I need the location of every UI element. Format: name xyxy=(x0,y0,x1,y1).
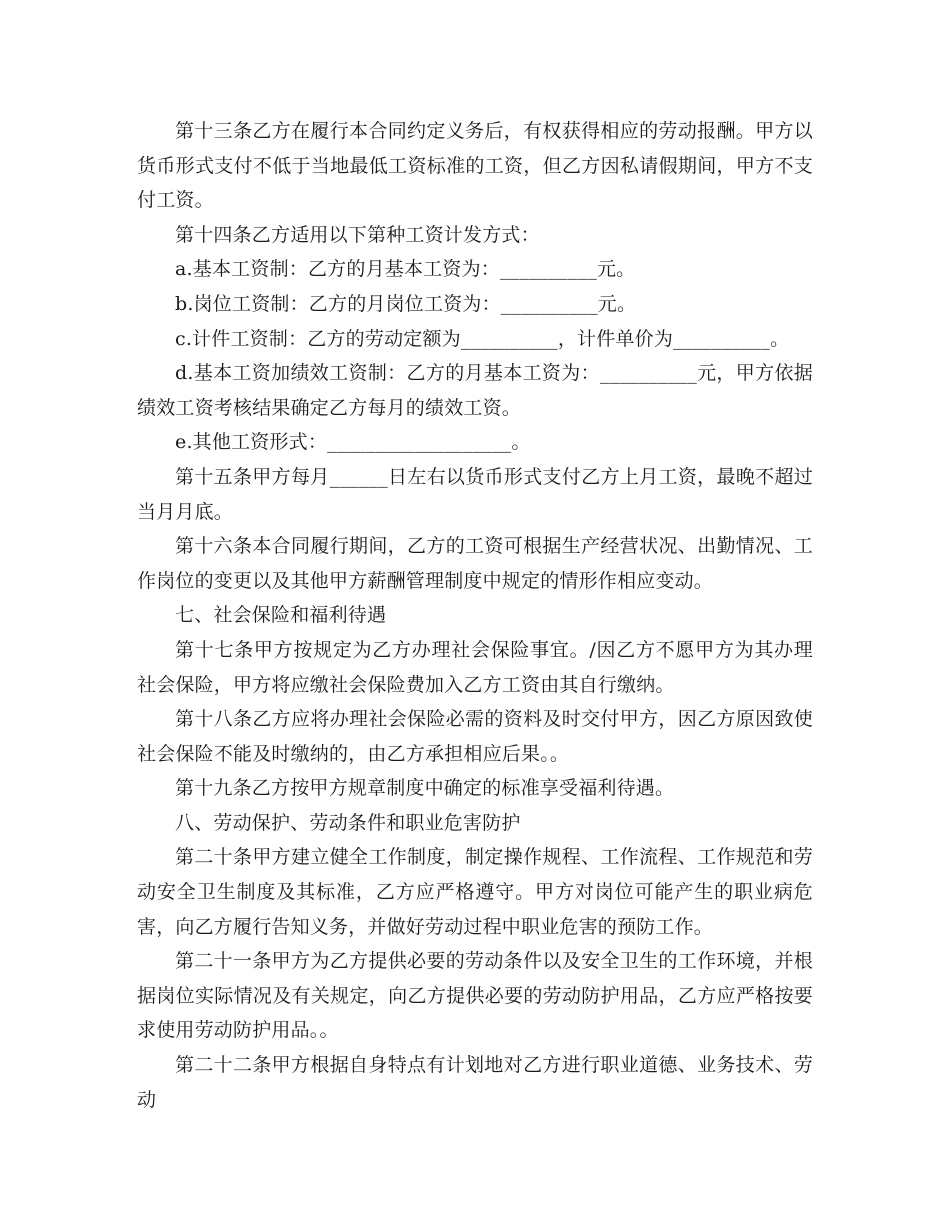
paragraph-article-13: 第十三条乙方在履行本合同约定义务后，有权获得相应的劳动报酬。甲方以货币形式支付不低于当地最低工资标准的工资，但乙方因私请假期间，甲方不支付工资。 xyxy=(137,120,813,212)
paragraph-option-d: d.基本工资加绩效工资制：乙方的月基本工资为：__________元，甲方依据绩效工资考核结果确定乙方每月的绩效工资。 xyxy=(137,362,813,419)
paragraph-option-b: b.岗位工资制：乙方的月岗位工资为：__________元。 xyxy=(175,292,637,315)
section-heading-8: 八、劳动保护、劳动条件和职业危害防护 xyxy=(175,811,521,834)
document-body xyxy=(137,114,813,1117)
paragraph-article-20: 第二十条甲方建立健全工作制度，制定操作规程、工作流程、工作规范和劳动安全卫生制度及其标准，乙方应严格遵守。甲方对岗位可能产生的职业病危害，向乙方履行告知义务，并做好劳动过程中职业危害的预防工作。 xyxy=(137,846,813,938)
paragraph-option-e: e.其他工资形式：___________________。 xyxy=(175,431,531,454)
paragraph-article-18: 第十八条乙方应将办理社会保险必需的资料及时交付甲方，因乙方原因致使社会保险不能及时缴纳的，由乙方承担相应后果。。 xyxy=(137,708,813,765)
paragraph-article-15: 第十五条甲方每月______日左右以货币形式支付乙方上月工资，最晚不超过当月月底。 xyxy=(137,465,813,523)
paragraph-option-a: a.基本工资制：乙方的月基本工资为：__________元。 xyxy=(175,258,636,281)
section-heading-7: 七、社会保险和福利待遇 xyxy=(175,604,387,627)
paragraph-article-22: 第二十二条甲方根据自身特点有计划地对乙方进行职业道德、业务技术、劳动 xyxy=(137,1054,813,1111)
paragraph-article-17: 第十七条甲方按规定为乙方办理社会保险事宜。/因乙方不愿甲方为其办理社会保险，甲方将应缴社会保险费加入乙方工资由其自行缴纳。 xyxy=(137,638,813,696)
paragraph-option-c: c.计件工资制：乙方的劳动定额为__________，计件单价为__________。 xyxy=(175,327,790,350)
paragraph-article-14: 第十四条乙方适用以下第种工资计发方式： xyxy=(175,223,540,246)
paragraph-article-21: 第二十一条甲方为乙方提供必要的劳动条件以及安全卫生的工作环境，并根据岗位实际情况及有关规定，向乙方提供必要的劳动防护用品，乙方应严格按要求使用劳动防护用品。。 xyxy=(137,950,813,1042)
paragraph-article-19: 第十九条乙方按甲方规章制度中确定的标准享受福利待遇。 xyxy=(175,777,675,800)
paragraph-article-16: 第十六条本合同履行期间，乙方的工资可根据生产经营状况、出勤情况、工作岗位的变更以及其他甲方薪酬管理制度中规定的情形作相应变动。 xyxy=(137,535,813,592)
